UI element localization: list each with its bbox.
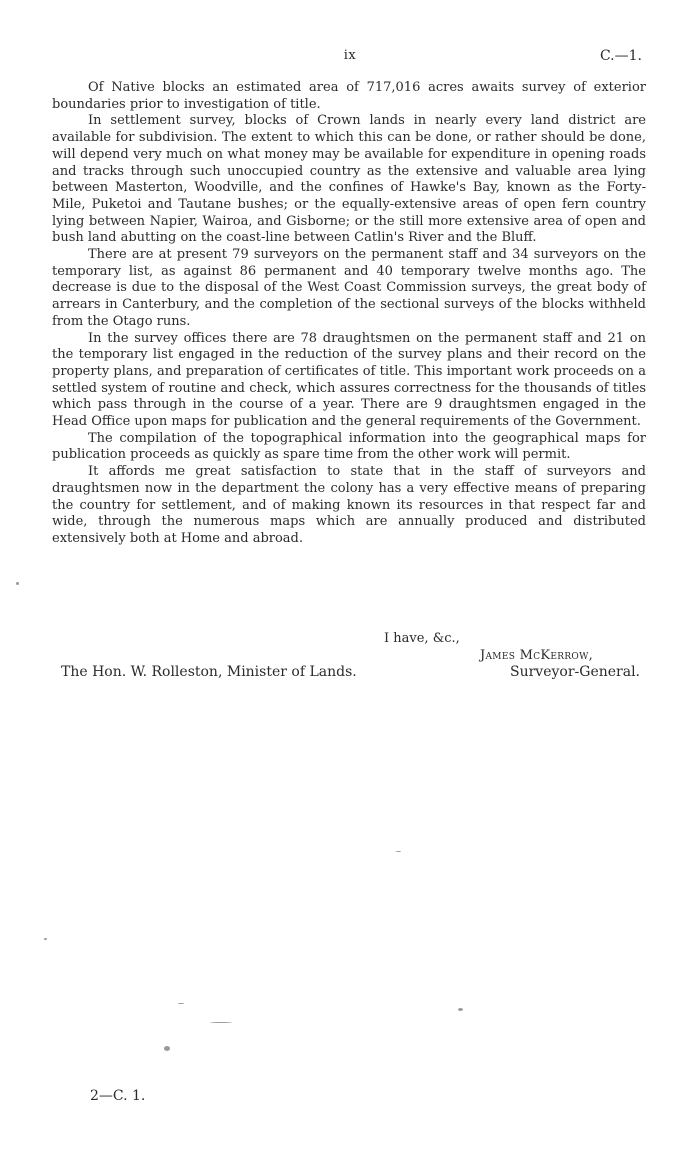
paragraph-native-blocks: Of Native blocks an estimated area of 717,016 acres awaits survey of exterior boundaries prior to investigation of title. [52, 80, 646, 112]
signatory-name [52, 647, 646, 664]
paragraph-draughtsmen: In the survey offices there are 78 draughtsmen on the permanent staff and 21 on the temporary list engaged in the reduction of the survey plans and their record on the property plans, and preparation of certificates of title. This important work proceeds on a settled system of routine and check, which assures correctness for the thousands of titles which pass through in the course of a year. There are 9 draughtsmen engaged in the Head Office upon maps for publication and the general requirements of the Government. [52, 330, 646, 430]
letter-closing [52, 630, 646, 681]
scan-speck [164, 1046, 170, 1051]
page-number: ix [343, 48, 357, 63]
paragraph-topographical-compilation: The compilation of the topographical information into the geographical maps for publication proceeds as quickly as spare time from the other work will permit. [52, 430, 646, 463]
addressee: The Hon. W. Rolleston, Minister of Lands. [61, 664, 357, 680]
scan-speck [458, 1008, 463, 1011]
paragraph-settlement-survey: In settlement survey, blocks of Crown lands in nearly every land district are available for subdivision. The extent to which this can be done, or rather should be done, will depend very much on what money may be available for expenditure in opening roads and tracks through such unoccupied country as the extensive and valuable area lying between Masterton, Woodville, and the confines of Hawke's Bay, known as the Forty-Mile, Puketoi and Tautane bushes; or the equally-extensive areas of open fern country lying between Napier, Wairoa, and Gisborne; or the still more extensive area of open and bush land abutting on the coast-line between Catlin's River and the Bluff. [52, 113, 646, 246]
scan-speck [178, 1003, 184, 1004]
scan-speck [16, 582, 19, 585]
sheet-reference: 2—C. 1. [90, 1088, 146, 1104]
signatory-title: Surveyor-General. [510, 664, 640, 680]
body-text [52, 80, 646, 548]
signatory-name-text: James McKerrow, [480, 648, 594, 663]
addressee-row [52, 664, 646, 681]
scan-speck [396, 851, 401, 852]
paragraph-satisfaction: It affords me great satisfaction to state that in the staff of surveyors and draughtsmen now in the department the colony has a very effective means of preparing the country for settlement, and of making known its resources in that respect far and wide, through the numerous maps which are annually produced and distributed extensively both at Home and abroad. [52, 464, 646, 546]
closing-salutation: I have, &c., [384, 631, 460, 646]
document-reference: C.—1. [599, 48, 642, 64]
scan-speck [210, 1022, 232, 1023]
scan-speck [44, 938, 47, 940]
paragraph-surveyors-staff: There are at present 79 surveyors on the permanent staff and 34 surveyors on the temporary list, as against 86 permanent and 40 temporary twelve months ago. The decrease is due to the disposal of the West Coast Commission surveys, the great body of arrears in Canterbury, and the completion of the sectional surveys of the blocks withheld from the Otago runs. [52, 247, 646, 329]
